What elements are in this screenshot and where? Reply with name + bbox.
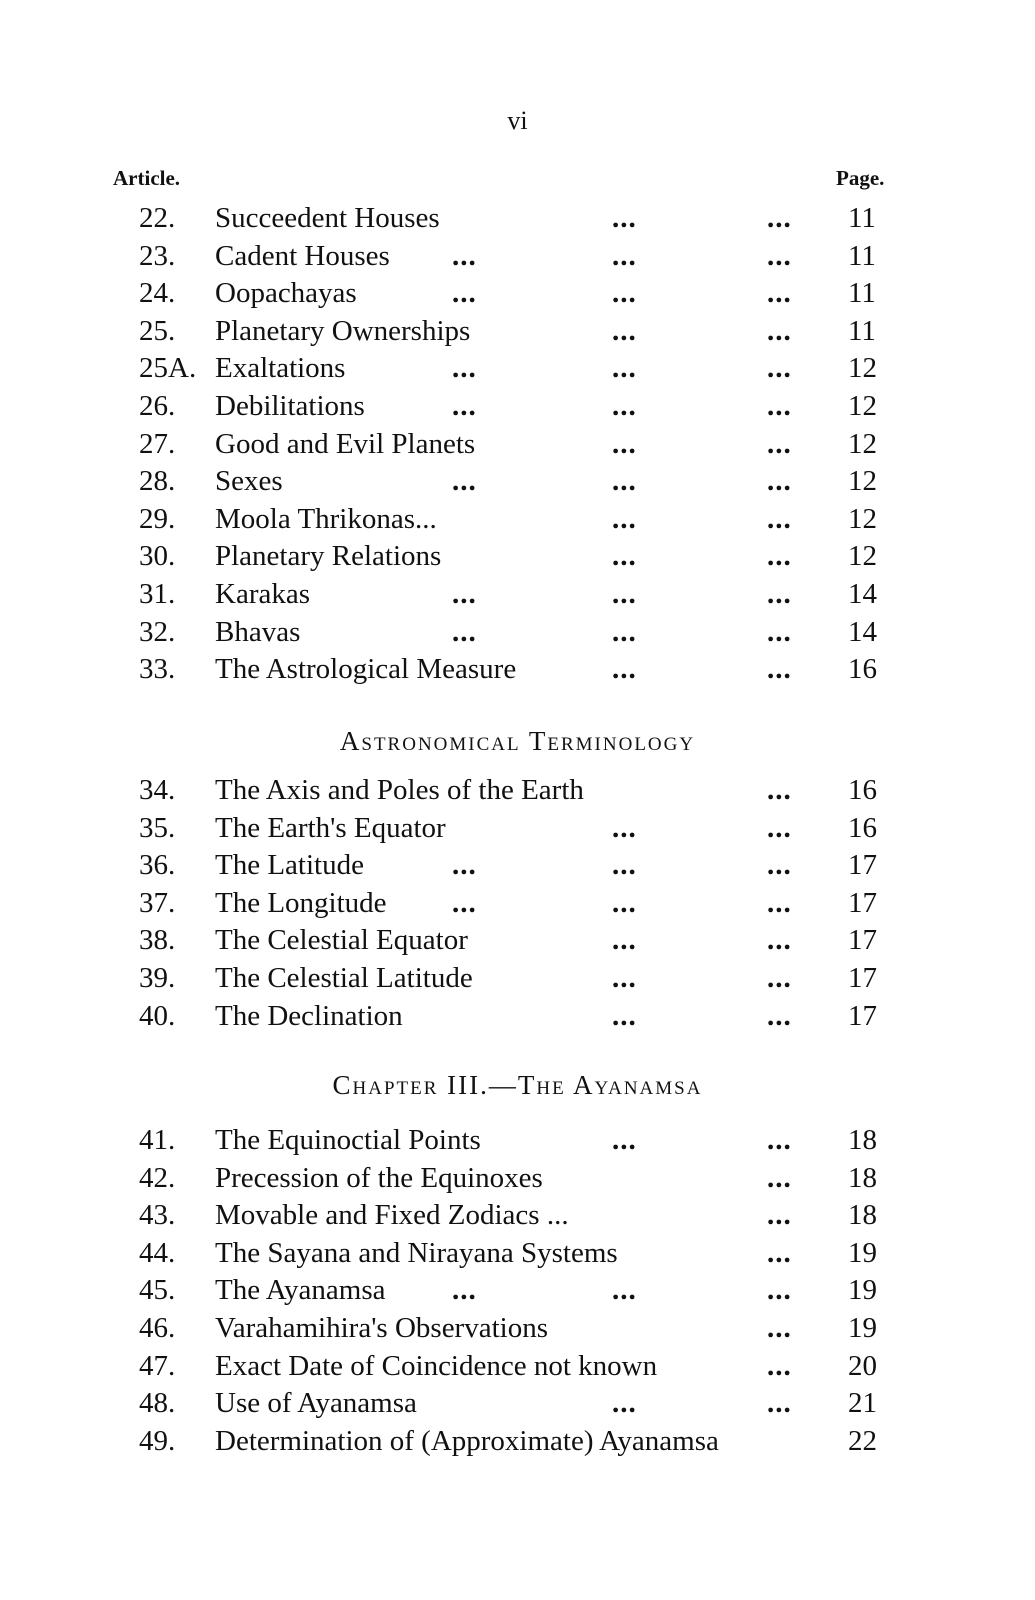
- toc-entry: [0, 1160, 1035, 1198]
- section-heading-chapter-iii: Chapter III.—The Ayanamsa: [332, 1070, 703, 1100]
- toc-leader-dots: ...: [452, 886, 477, 919]
- toc-leader-dots: ...: [767, 1236, 792, 1269]
- toc-entry-number: 41.: [139, 1124, 176, 1156]
- toc-entry-page: 11: [848, 202, 876, 234]
- toc-leader-dots: ...: [612, 999, 637, 1032]
- toc-leader-dots: ...: [767, 427, 792, 460]
- toc-entry: [0, 275, 1035, 313]
- toc-leader-dots: ...: [767, 1161, 792, 1194]
- toc-leader-dots: ...: [452, 1274, 477, 1307]
- toc-entry-title: Sexes: [215, 465, 283, 498]
- toc-entry-title: Debilitations: [215, 389, 365, 422]
- toc-entry: [0, 1197, 1035, 1235]
- toc-leader-dots: ...: [767, 924, 792, 957]
- toc-entry: [0, 1235, 1035, 1273]
- toc-entry-title: Good and Evil Planets: [215, 427, 476, 460]
- toc-leader-dots: ...: [452, 389, 477, 422]
- toc-section-astronomical-terminology: [0, 772, 1035, 1035]
- toc-leader-dots: ...: [767, 389, 792, 422]
- toc-entry: [0, 501, 1035, 539]
- toc-leader-dots: ...: [612, 277, 637, 310]
- toc-leader-dots: ...: [767, 540, 792, 573]
- toc-entry-page: 19: [848, 1274, 877, 1307]
- toc-entry-title: The Earth's Equator: [215, 811, 446, 844]
- toc-entry-page: 16: [848, 653, 877, 686]
- toc-leader-dots: ...: [767, 277, 792, 310]
- toc-leader-dots: ...: [612, 615, 637, 648]
- toc-entry: [0, 576, 1035, 614]
- toc-entry: [0, 238, 1035, 276]
- toc-entry-title: Bhavas: [215, 615, 301, 648]
- toc-entry-number: 37.: [139, 886, 176, 919]
- toc-entry: [0, 463, 1035, 501]
- toc-entry-number: 44.: [139, 1236, 176, 1269]
- toc-entry-page: 11: [848, 314, 876, 347]
- toc-entry: [0, 1423, 1035, 1461]
- toc-leader-dots: ...: [452, 577, 477, 610]
- toc-entry-number: 24.: [139, 277, 176, 310]
- toc-entry-title: Determination of (Approximate) Ayanamsa: [215, 1424, 719, 1457]
- toc-leader-dots: ...: [612, 427, 637, 460]
- toc-entry-number: 39.: [139, 961, 176, 994]
- toc-entry: [0, 313, 1035, 351]
- toc-entry-title: Oopachayas: [215, 277, 357, 310]
- toc-entry: [0, 960, 1035, 998]
- toc-leader-dots: ...: [452, 849, 477, 882]
- toc-entry-number: 32.: [139, 615, 176, 648]
- toc-leader-dots: ...: [767, 239, 792, 272]
- toc-entry-number: 49.: [139, 1424, 176, 1457]
- toc-entry: [0, 885, 1035, 923]
- toc-entry-title: Exact Date of Coincidence not known: [215, 1349, 658, 1382]
- toc-leader-dots: ...: [612, 540, 637, 573]
- toc-entry-page: 20: [848, 1349, 877, 1382]
- page-number: vi: [507, 106, 528, 135]
- toc-entry-number: 48.: [139, 1387, 176, 1420]
- toc-leader-dots: ...: [767, 886, 792, 919]
- toc-entry-title: The Declination: [215, 999, 403, 1032]
- toc-entry: [0, 1310, 1035, 1348]
- toc-entry-title: Varahamihira's Observations: [215, 1311, 548, 1344]
- toc-entry-title: The Axis and Poles of the Earth: [215, 774, 584, 806]
- toc-entry-number: 25.: [139, 314, 176, 347]
- toc-entry-number: 29.: [139, 502, 176, 535]
- section-heading-astronomical-terminology: Astronomical Terminology: [339, 726, 696, 756]
- toc-leader-dots: ...: [612, 239, 637, 272]
- toc-entry: [0, 810, 1035, 848]
- toc-leader-dots: ...: [767, 1274, 792, 1307]
- toc-entry-page: 17: [848, 886, 877, 919]
- toc-entry-title: Precession of the Equinoxes: [215, 1161, 543, 1194]
- toc-entry-title: Karakas: [215, 577, 311, 610]
- toc-leader-dots: ...: [612, 389, 637, 422]
- toc-entry-title: Use of Ayanamsa: [215, 1387, 417, 1420]
- toc-entry-title: The Ayanamsa: [215, 1274, 386, 1307]
- toc-leader-dots: ...: [612, 1387, 637, 1420]
- toc-entry-page: 17: [848, 999, 877, 1032]
- toc-leader-dots: ...: [767, 314, 792, 347]
- toc-leader-dots: ...: [452, 277, 477, 310]
- toc-entry-number: 40.: [139, 999, 176, 1032]
- toc-leader-dots: ...: [767, 653, 792, 686]
- toc-leader-dots: ...: [612, 202, 637, 234]
- toc-leader-dots: ...: [767, 961, 792, 994]
- toc-entry-title: The Latitude: [215, 849, 364, 882]
- toc-section-ayanamsa: [0, 1122, 1035, 1460]
- toc-entry-page: 12: [848, 540, 877, 573]
- toc-leader-dots: ...: [612, 502, 637, 535]
- toc-entry-number: 34.: [139, 774, 176, 806]
- toc-entry-number: 26.: [139, 389, 176, 422]
- toc-leader-dots: ...: [612, 1124, 637, 1156]
- toc-leader-dots: ...: [767, 1311, 792, 1344]
- toc-entry-title: Moola Thrikonas...: [215, 502, 437, 535]
- toc-entry-title: Planetary Relations: [215, 540, 442, 573]
- toc-leader-dots: ...: [767, 615, 792, 648]
- toc-entry-number: 45.: [139, 1274, 176, 1307]
- toc-entry-page: 12: [848, 502, 877, 535]
- toc-leader-dots: ...: [612, 577, 637, 610]
- toc-entry-page: 16: [848, 811, 877, 844]
- toc-entry: [0, 538, 1035, 576]
- toc-entry: [0, 772, 1035, 810]
- toc-leader-dots: ...: [767, 352, 792, 385]
- toc-entry-number: 46.: [139, 1311, 176, 1344]
- article-column-header: Article.: [113, 166, 181, 190]
- toc-entry-title: Movable and Fixed Zodiacs ...: [215, 1199, 569, 1232]
- toc-leader-dots: ...: [767, 465, 792, 498]
- toc-leader-dots: ...: [767, 1199, 792, 1232]
- toc-leader-dots: ...: [612, 849, 637, 882]
- toc-entry-page: 12: [848, 352, 877, 385]
- toc-entry-number: 23.: [139, 239, 176, 272]
- toc-entry-number: 35.: [139, 811, 176, 844]
- toc-entry-page: 18: [848, 1199, 877, 1232]
- toc-entry-page: 16: [848, 774, 877, 806]
- toc-section-houses-planets: [0, 200, 1035, 689]
- toc-leader-dots: ...: [612, 1274, 637, 1307]
- toc-entry-title: The Equinoctial Points: [215, 1124, 481, 1156]
- toc-entry-page: 14: [848, 615, 877, 648]
- toc-entry-number: 31.: [139, 577, 176, 610]
- toc-entry-number: 47.: [139, 1349, 176, 1382]
- toc-entry-title: The Longitude: [215, 886, 387, 919]
- toc-leader-dots: ...: [612, 314, 637, 347]
- toc-entry-page: 19: [848, 1236, 877, 1269]
- toc-leader-dots: ...: [767, 1387, 792, 1420]
- toc-leader-dots: ...: [612, 886, 637, 919]
- toc-entry-number: 38.: [139, 924, 176, 957]
- toc-entry: [0, 922, 1035, 960]
- toc-leader-dots: ...: [767, 1124, 792, 1156]
- toc-leader-dots: ...: [767, 502, 792, 535]
- toc-entry-title: Cadent Houses: [215, 239, 390, 272]
- toc-entry-number: 28.: [139, 465, 176, 498]
- toc-leader-dots: ...: [612, 352, 637, 385]
- toc-entry: [0, 1272, 1035, 1310]
- toc-entry-page: 12: [848, 465, 877, 498]
- toc-entry-page: 12: [848, 427, 877, 460]
- toc-entry-title: Planetary Ownerships: [215, 314, 471, 347]
- toc-entry-page: 18: [848, 1124, 877, 1156]
- toc-entry-page: 11: [848, 239, 876, 272]
- toc-entry-title: The Astrological Measure: [215, 653, 517, 686]
- toc-leader-dots: ...: [612, 961, 637, 994]
- toc-entry: [0, 1348, 1035, 1386]
- toc-entry-number: 25A.: [139, 352, 197, 385]
- page-column-header: Page.: [836, 166, 885, 190]
- toc-entry-title: The Celestial Latitude: [215, 961, 473, 994]
- toc-entry: [0, 350, 1035, 388]
- toc-entry-number: 43.: [139, 1199, 176, 1232]
- toc-leader-dots: ...: [767, 849, 792, 882]
- toc-leader-dots: ...: [767, 999, 792, 1032]
- toc-leader-dots: ...: [452, 352, 477, 385]
- toc-leader-dots: ...: [767, 774, 792, 806]
- toc-entry-page: 12: [848, 389, 877, 422]
- toc-entry: [0, 998, 1035, 1036]
- toc-entry: [0, 614, 1035, 652]
- toc-leader-dots: ...: [767, 811, 792, 844]
- toc-leader-dots: ...: [612, 924, 637, 957]
- toc-entry-page: 17: [848, 961, 877, 994]
- toc-entry-page: 19: [848, 1311, 877, 1344]
- toc-entry-number: 33.: [139, 653, 176, 686]
- toc-entry: [0, 426, 1035, 464]
- toc-entry-page: 22: [848, 1424, 877, 1457]
- toc-entry-number: 42.: [139, 1161, 176, 1194]
- toc-leader-dots: ...: [612, 653, 637, 686]
- toc-entry-page: 17: [848, 849, 877, 882]
- toc-entry-title: The Sayana and Nirayana Systems: [215, 1236, 618, 1269]
- toc-leader-dots: ...: [612, 465, 637, 498]
- toc-entry-page: 17: [848, 924, 877, 957]
- toc-entry-number: 27.: [139, 427, 176, 460]
- toc-leader-dots: ...: [767, 202, 792, 234]
- toc-leader-dots: ...: [767, 1349, 792, 1382]
- toc-leader-dots: ...: [452, 465, 477, 498]
- toc-entry: [0, 388, 1035, 426]
- toc-entry: [0, 1122, 1035, 1160]
- toc-entry-number: 22.: [139, 202, 176, 234]
- toc-leader-dots: ...: [452, 239, 477, 272]
- toc-entry-number: 30.: [139, 540, 176, 573]
- toc-entry-page: 11: [848, 277, 876, 310]
- toc-entry-page: 14: [848, 577, 877, 610]
- toc-entry-page: 21: [848, 1387, 877, 1420]
- toc-entry-number: 36.: [139, 849, 176, 882]
- toc-entry-title: Exaltations: [215, 352, 346, 385]
- toc-entry-page: 18: [848, 1161, 877, 1194]
- toc-entry-title: The Celestial Equator: [215, 924, 468, 957]
- toc-leader-dots: ...: [452, 615, 477, 648]
- toc-entry: [0, 1385, 1035, 1423]
- toc-entry: [0, 847, 1035, 885]
- toc-leader-dots: ...: [767, 577, 792, 610]
- toc-entry: [0, 200, 1035, 238]
- toc-entry-title: Succeedent Houses: [215, 202, 440, 234]
- toc-leader-dots: ...: [612, 811, 637, 844]
- toc-entry: [0, 651, 1035, 689]
